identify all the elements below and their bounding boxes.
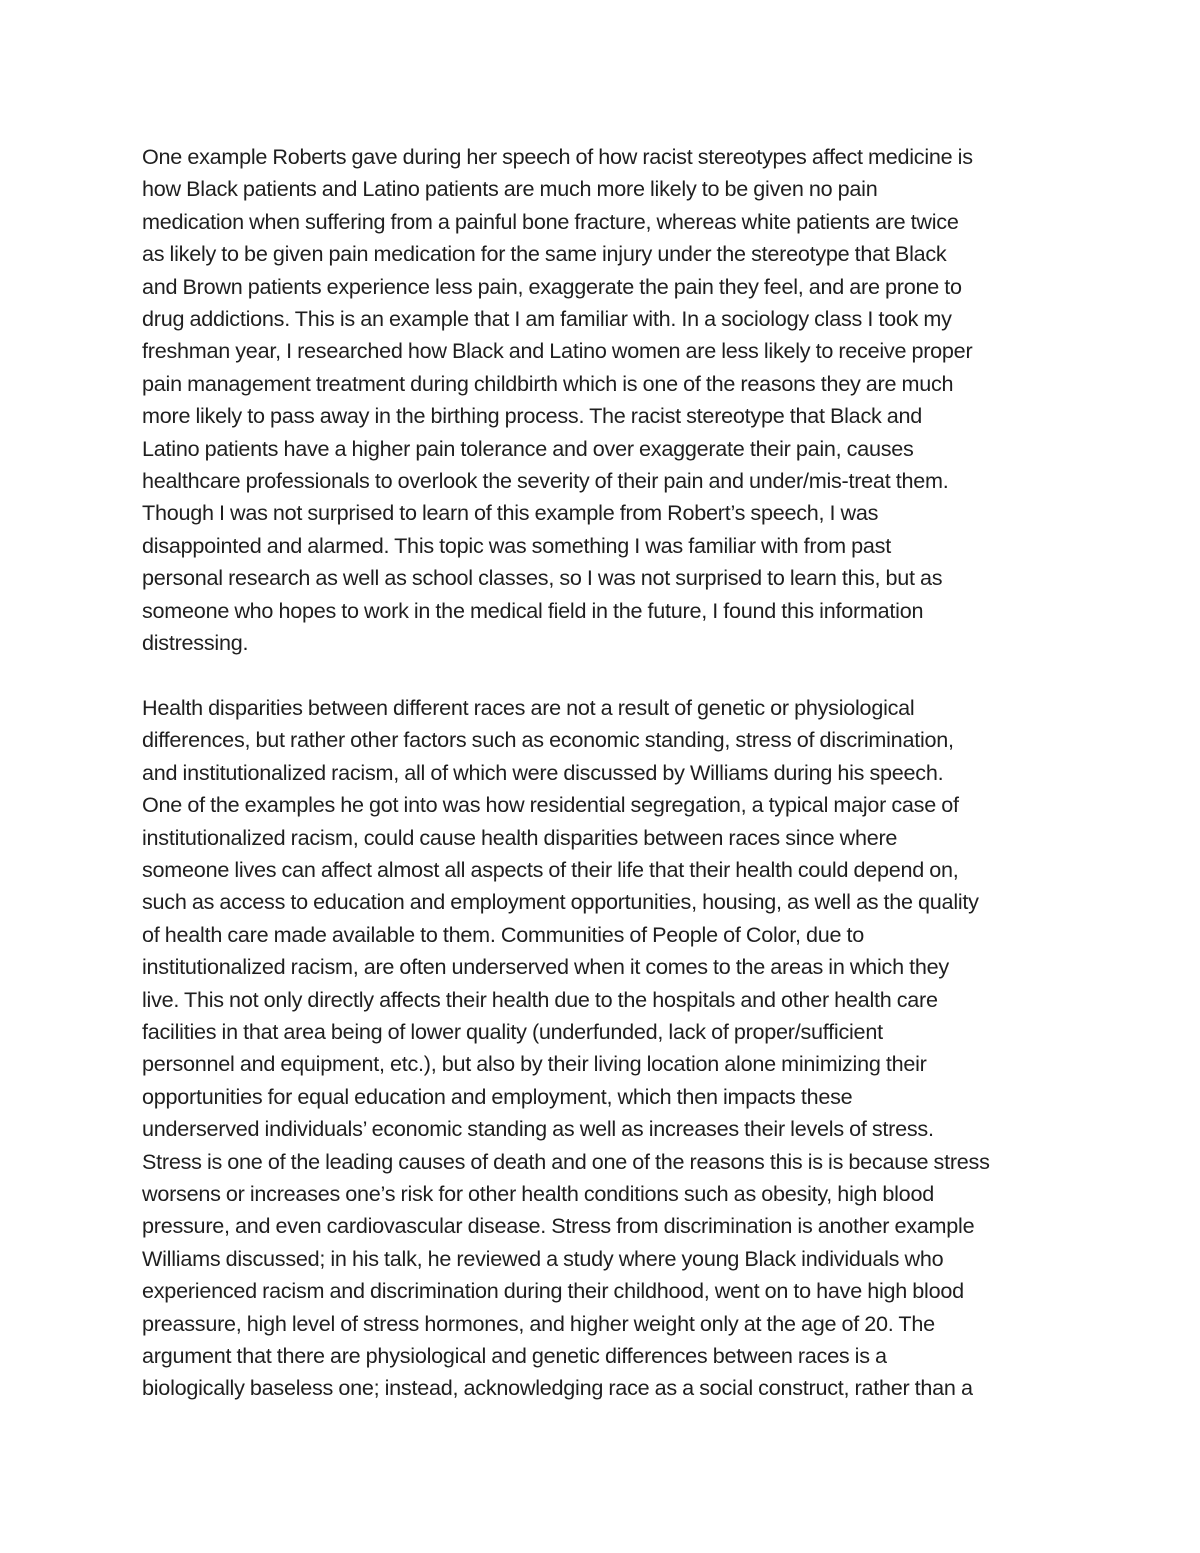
text-line: personnel and equipment, etc.), but also by their living location alone minimizing their: [142, 1051, 927, 1077]
text-line: underserved individuals’ economic standing as well as increases their levels of stress.: [142, 1116, 934, 1142]
text-line: live. This not only directly affects their health due to the hospitals and other health care: [142, 986, 938, 1012]
text-line: facilities in that area being of lower quality (underfunded, lack of proper/sufficient: [142, 1018, 883, 1044]
text-line: and institutionalized racism, all of which were discussed by Williams during his speech.: [142, 759, 944, 785]
text-line: differences, but rather other factors such as economic standing, stress of discrimination,: [142, 727, 954, 753]
text-line: how Black patients and Latino patients are much more likely to be given no pain: [142, 176, 878, 202]
text-line: and Brown patients experience less pain, exaggerate the pain they feel, and are prone to: [142, 273, 962, 299]
text-line: as likely to be given pain medication for the same injury under the stereotype that Black: [142, 241, 947, 267]
text-line: personal research as well as school classes, so I was not surprised to learn this, but as: [142, 565, 943, 591]
text-line: biologically baseless one; instead, acknowledging race as a social construct, rather than a: [142, 1375, 973, 1401]
text-line: experienced racism and discrimination during their childhood, went on to have high blood: [142, 1278, 964, 1304]
text-line: institutionalized racism, could cause health disparities between races since where: [142, 824, 898, 850]
text-line: such as access to education and employment opportunities, housing, as well as the quality: [142, 889, 979, 915]
text-line: Though I was not surprised to learn of this example from Robert’s speech, I was: [142, 500, 879, 526]
text-line: distressing.: [142, 630, 249, 656]
text-line: argument that there are physiological and genetic differences between races is a: [142, 1343, 887, 1369]
text-line: disappointed and alarmed. This topic was something I was familiar with from past: [142, 532, 891, 558]
text-line: One of the examples he got into was how residential segregation, a typical major case of: [142, 792, 959, 818]
text-line: preassure, high level of stress hormones, and higher weight only at the age of 20. The: [142, 1310, 935, 1336]
text-line: Latino patients have a higher pain tolerance and over exaggerate their pain, causes: [142, 435, 914, 461]
text-line: more likely to pass away in the birthing process. The racist stereotype that Black and: [142, 403, 923, 429]
text-line: Williams discussed; in his talk, he reviewed a study where young Black individuals who: [142, 1245, 944, 1271]
text-line: pain management treatment during childbirth which is one of the reasons they are much: [142, 370, 954, 396]
text-line: someone lives can affect almost all aspects of their life that their health could depend on,: [142, 856, 959, 882]
text-line: Health disparities between different races are not a result of genetic or physiological: [142, 694, 915, 720]
text-line: drug addictions. This is an example that I am familiar with. In a sociology class I took my: [142, 306, 952, 332]
text-line: healthcare professionals to overlook the severity of their pain and under/mis-treat them.: [142, 468, 949, 494]
text-line: Stress is one of the leading causes of death and one of the reasons this is is because stress: [142, 1148, 990, 1174]
text-line: opportunities for equal education and employment, which then impacts these: [142, 1083, 853, 1109]
text-line: worsens or increases one’s risk for other health conditions such as obesity, high blood: [142, 1180, 934, 1206]
text-line: medication when suffering from a painful bone fracture, whereas white patients are twice: [142, 208, 959, 234]
text-line: One example Roberts gave during her speech of how racist stereotypes affect medicine is: [142, 144, 973, 169]
text-line: freshman year, I researched how Black and Latino women are less likely to receive proper: [142, 338, 973, 364]
document-body: [142, 141, 1062, 1437]
text-line: institutionalized racism, are often underserved when it comes to the areas in which they: [142, 954, 949, 980]
text-line: pressure, and even cardiovascular disease. Stress from discrimination is another example: [142, 1213, 975, 1239]
paragraph: [142, 692, 1062, 1405]
text-line: someone who hopes to work in the medical field in the future, I found this information: [142, 597, 924, 623]
text-line: of health care made available to them. Communities of People of Color, due to: [142, 921, 865, 947]
paragraph: [142, 141, 1062, 660]
